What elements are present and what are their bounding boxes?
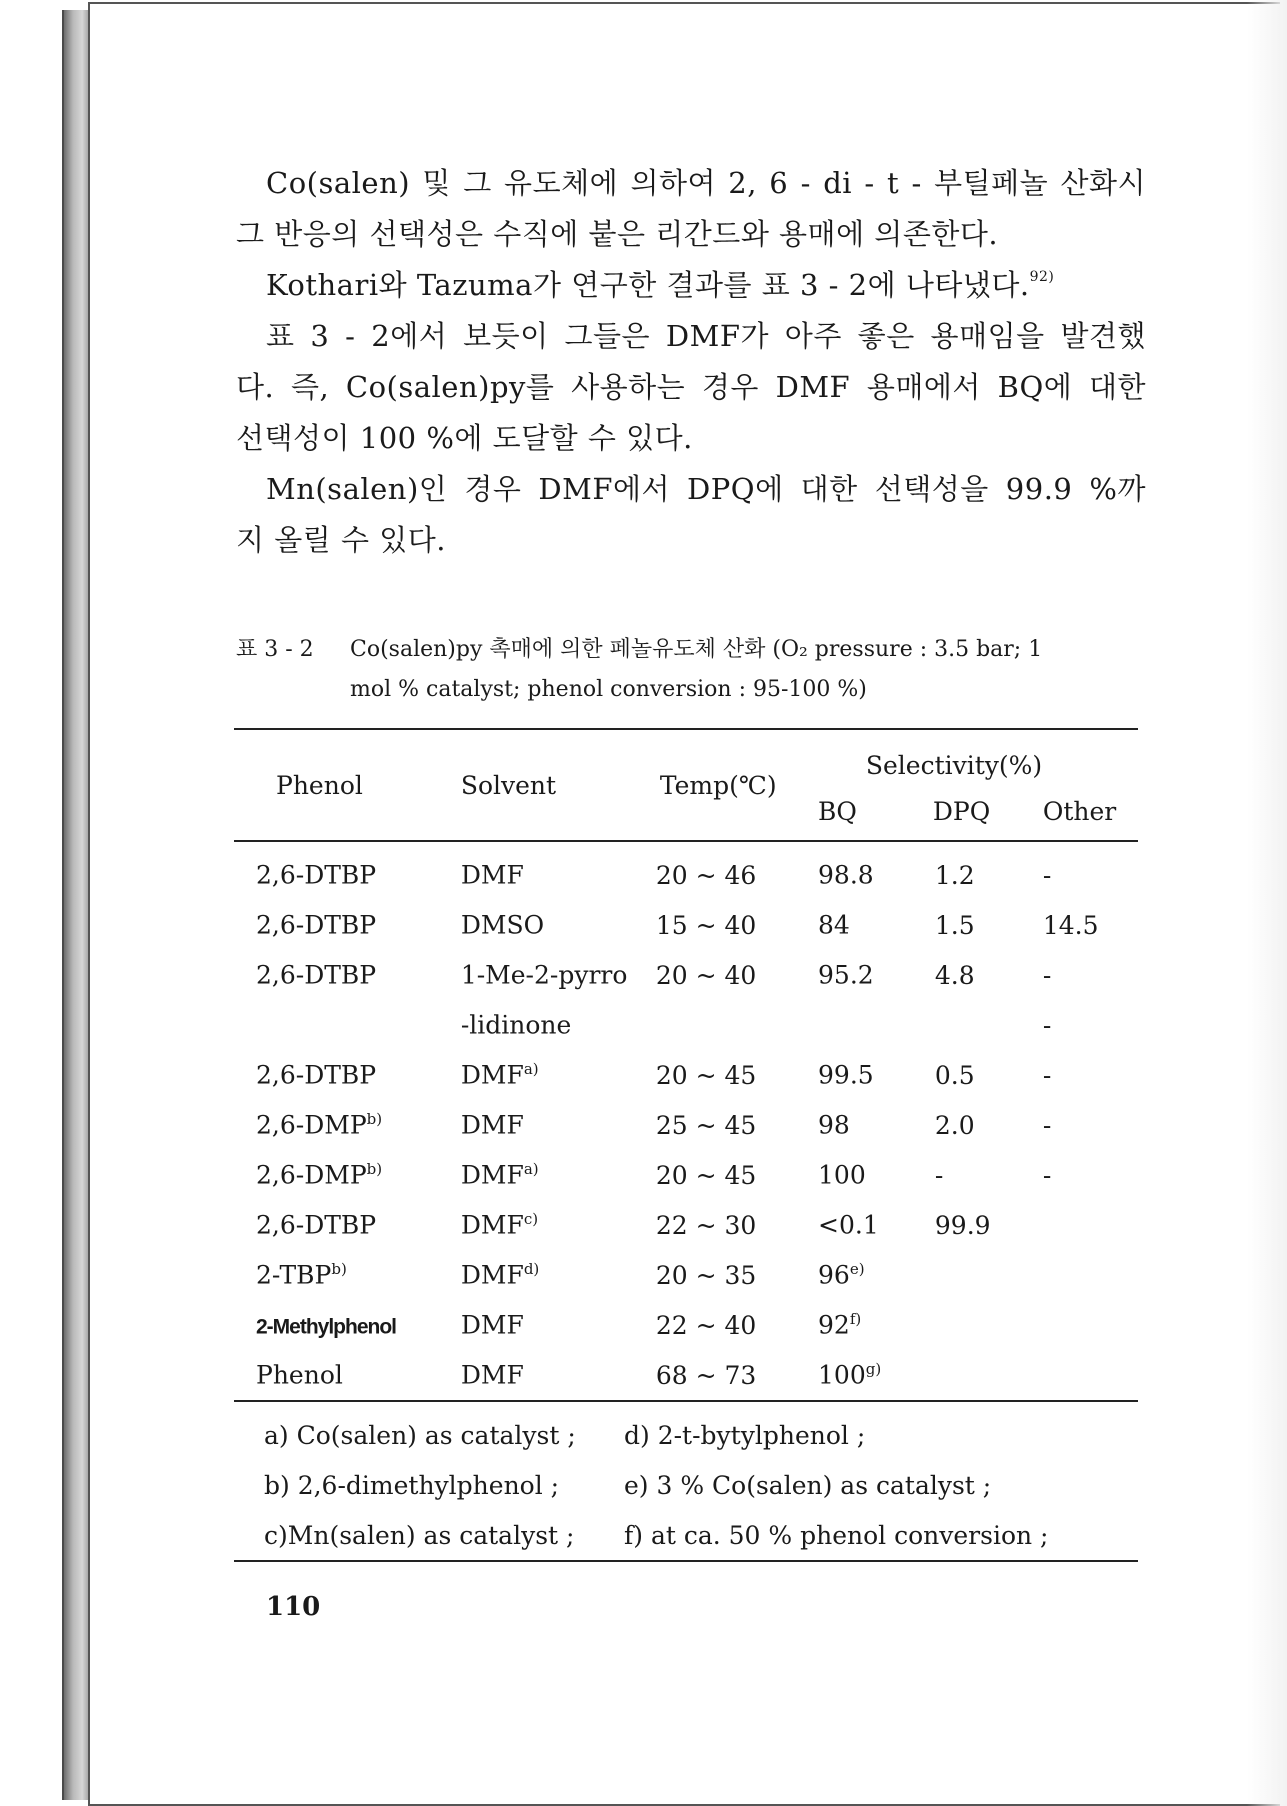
cell-other-text: -: [1042, 860, 1052, 890]
cell-solvent-footnote: c): [523, 1210, 539, 1229]
cell-bq: [810, 900, 927, 950]
cell-temp: [648, 1100, 810, 1150]
cell-solvent-text: 1-Me-2-pyrro: [460, 960, 628, 990]
cell-solvent-footnote: a): [523, 1060, 539, 1079]
cell-other-text: -: [1042, 960, 1052, 990]
cell-temp-text: 15 ~ 40: [655, 910, 757, 940]
cell-dpq-text: 99.9: [934, 1210, 991, 1240]
cell-bq-text: 98.8: [818, 860, 874, 890]
table-caption-label: 표 3 - 2: [236, 637, 314, 662]
cell-bq-text: 98: [818, 1110, 850, 1140]
cell-solvent-text: DMF: [460, 1110, 524, 1140]
cell-phenol-text: 2,6-DTBP: [256, 910, 377, 940]
cell-temp-text: 68 ~ 73: [655, 1360, 757, 1390]
table-note-left: c)Mn(salen) as catalyst ;: [234, 1510, 624, 1561]
cell-temp: [648, 1350, 810, 1401]
cell-phenol: [234, 1050, 453, 1100]
table-note-row: [234, 1402, 1138, 1460]
cell-solvent-text: -lidinone: [460, 1010, 572, 1040]
cell-temp: [648, 950, 810, 1000]
cell-bq-text: <0.1: [818, 1210, 879, 1240]
cell-other-text: -: [1042, 1160, 1052, 1190]
cell-phenol: [234, 1300, 453, 1350]
cell-other: [1043, 1300, 1138, 1350]
cell-phenol-text: Phenol: [256, 1360, 343, 1390]
cell-solvent: [453, 1200, 648, 1250]
cell-other: [1043, 900, 1138, 950]
cell-dpq-text: 0.5: [934, 1060, 975, 1090]
cell-bq-text: 96: [818, 1260, 850, 1290]
selectivity-table: [234, 728, 1138, 1402]
cell-phenol: [234, 1250, 453, 1300]
page-number: 110: [266, 1592, 321, 1622]
cell-phenol: [234, 841, 453, 900]
cell-bq-text: 95.2: [818, 960, 874, 990]
cell-temp-text: 20 ~ 35: [655, 1260, 757, 1290]
table-notes: [234, 1402, 1138, 1562]
header-other: Other: [1043, 788, 1138, 841]
cell-phenol: [234, 900, 453, 950]
table-row: [234, 1350, 1138, 1401]
table-note-right: f) at ca. 50 % phenol conversion ;: [624, 1510, 1138, 1561]
cell-dpq: [927, 1050, 1043, 1100]
table-note-row: [234, 1460, 1138, 1510]
cell-phenol: [234, 1200, 453, 1250]
paragraph-1-line-2: 그 반응의 선택성은 수직에 붙은 리간드와 용매에 의존한다.: [236, 217, 999, 251]
cell-dpq-text: 1.5: [934, 910, 975, 940]
cell-bq: [810, 1050, 927, 1100]
cell-bq: [810, 1200, 927, 1250]
cell-bq-text: 84: [818, 910, 850, 940]
paragraph-1-line-1: Co(salen) 및 그 유도체에 의하여 2, 6 - di - t - 부틸페놀 산화시: [266, 166, 1146, 200]
paragraph-4-line-2: 지 올릴 수 있다.: [236, 523, 446, 557]
cell-solvent: [453, 1150, 648, 1200]
cell-phenol-text: 2,6-DMP: [256, 1160, 367, 1190]
cell-phenol-footnote: b): [331, 1260, 347, 1279]
cell-dpq: [927, 1350, 1043, 1401]
cell-solvent-text: DMF: [460, 1060, 524, 1090]
cell-bq: [810, 1100, 927, 1150]
table-note-left: a) Co(salen) as catalyst ;: [264, 1420, 576, 1450]
cell-dpq: [927, 1200, 1043, 1250]
table-row: [234, 1000, 1138, 1050]
cell-temp: [648, 900, 810, 950]
cell-solvent: [453, 950, 648, 1000]
table-row: [234, 1150, 1138, 1200]
cell-solvent: [453, 1000, 648, 1050]
cell-bq-text: 92: [818, 1310, 850, 1340]
table-body: [234, 841, 1138, 1401]
cell-solvent: [453, 1350, 648, 1401]
cell-dpq: [927, 1100, 1043, 1150]
header-temp: Temp(℃): [648, 729, 810, 841]
cell-solvent: [453, 900, 648, 950]
cell-other: [1043, 1250, 1138, 1300]
reference-superscript: 92): [1029, 269, 1055, 285]
cell-dpq: [927, 950, 1043, 1000]
table-row: [234, 1200, 1138, 1250]
cell-other: [1043, 841, 1138, 900]
header-dpq: DPQ: [927, 788, 1043, 841]
cell-solvent: [453, 1300, 648, 1350]
cell-other-text: -: [1042, 1010, 1052, 1040]
cell-temp-text: 20 ~ 40: [655, 960, 757, 990]
table-header-row-1: [234, 729, 1138, 788]
cell-bq-footnote: f): [849, 1310, 862, 1329]
cell-solvent-text: DMSO: [460, 910, 545, 940]
table-note-row: [234, 1510, 1138, 1561]
table-row: [234, 1100, 1138, 1150]
cell-bq-text: 100: [818, 1360, 866, 1390]
table-row: [234, 950, 1138, 1000]
cell-bq: [810, 1250, 927, 1300]
cell-phenol-text: 2-Methylphenol: [256, 1315, 397, 1339]
cell-other: [1043, 1100, 1138, 1150]
table-note-right: e) 3 % Co(salen) as catalyst ;: [624, 1470, 992, 1500]
paragraph-3-line-1: 표 3 - 2에서 보듯이 그들은 DMF가 아주 좋은 용매임을 발견했: [266, 319, 1146, 353]
cell-other: [1043, 950, 1138, 1000]
cell-solvent-text: DMF: [460, 1310, 524, 1340]
cell-bq-footnote: g): [865, 1360, 882, 1379]
table-caption-line-1: Co(salen)py 촉매에 의한 페놀유도체 산화 (O₂ pressure : 3.5 bar; 1: [350, 637, 1043, 662]
cell-temp: [648, 1150, 810, 1200]
table-row: [234, 1050, 1138, 1100]
cell-phenol-text: 2,6-DTBP: [256, 860, 377, 890]
cell-phenol-footnote: b): [366, 1110, 383, 1129]
table-note-right: d) 2-t-bytylphenol ;: [624, 1420, 866, 1450]
cell-dpq-text: -: [934, 1160, 944, 1190]
cell-temp: [648, 1050, 810, 1100]
cell-bq: [810, 950, 927, 1000]
cell-bq: [810, 1150, 927, 1200]
header-bq: BQ: [810, 788, 927, 841]
cell-bq-text: 99.5: [818, 1060, 874, 1090]
cell-dpq: [927, 1000, 1043, 1050]
cell-other: [1043, 1050, 1138, 1100]
cell-phenol-footnote: b): [366, 1160, 383, 1179]
cell-dpq-text: 4.8: [934, 960, 975, 990]
cell-solvent-text: DMF: [460, 1360, 524, 1390]
cell-phenol-text: 2-TBP: [256, 1260, 332, 1290]
cell-bq: [810, 1300, 927, 1350]
cell-solvent-text: DMF: [460, 1160, 524, 1190]
cell-bq: [810, 1000, 927, 1050]
cell-temp: [648, 1300, 810, 1350]
table-caption: [236, 630, 1146, 710]
cell-phenol: [234, 950, 453, 1000]
table-row: [234, 841, 1138, 900]
cell-bq: [810, 841, 927, 900]
cell-dpq: [927, 900, 1043, 950]
cell-temp-text: 20 ~ 45: [655, 1060, 757, 1090]
cell-solvent-text: DMF: [460, 1210, 524, 1240]
cell-solvent-footnote: a): [523, 1160, 539, 1179]
cell-other-text: -: [1042, 1060, 1052, 1090]
cell-temp-text: 22 ~ 40: [655, 1310, 757, 1340]
cell-temp-text: 20 ~ 46: [655, 860, 757, 890]
page-edge-shadow: [1247, 0, 1287, 1806]
cell-dpq: [927, 841, 1043, 900]
cell-phenol-text: 2,6-DTBP: [256, 1210, 377, 1240]
cell-dpq: [927, 1250, 1043, 1300]
cell-phenol-text: 2,6-DTBP: [256, 1060, 377, 1090]
cell-dpq: [927, 1300, 1043, 1350]
paragraph-2-text: Kothari와 Tazuma가 연구한 결과를 표 3 - 2에 나타냈다.: [266, 268, 1030, 302]
header-solvent: Solvent: [453, 729, 648, 841]
cell-bq-footnote: e): [849, 1260, 865, 1279]
cell-temp: [648, 1250, 810, 1300]
cell-phenol: [234, 1350, 453, 1401]
table-note-left: b) 2,6-dimethylphenol ;: [264, 1470, 560, 1500]
selectivity-table-wrap: [234, 728, 1138, 1562]
cell-phenol-text: 2,6-DTBP: [256, 960, 377, 990]
header-phenol: Phenol: [234, 729, 453, 841]
cell-solvent-text: DMF: [460, 860, 524, 890]
cell-phenol: [234, 1000, 453, 1050]
cell-dpq-text: 1.2: [934, 860, 975, 890]
cell-dpq: [927, 1150, 1043, 1200]
cell-solvent: [453, 841, 648, 900]
cell-phenol-text: 2,6-DMP: [256, 1110, 367, 1140]
cell-temp: [648, 841, 810, 900]
paragraph-4-line-1: Mn(salen)인 경우 DMF에서 DPQ에 대한 선택성을 99.9 %까: [266, 472, 1146, 506]
table-row: [234, 900, 1138, 950]
paragraph-2: [236, 260, 1146, 311]
book-spine-shadow: [62, 10, 90, 1800]
cell-phenol: [234, 1100, 453, 1150]
cell-other-text: -: [1042, 1110, 1052, 1140]
cell-temp-text: 20 ~ 45: [655, 1160, 757, 1190]
paragraph-3-line-3: 선택성이 100 %에 도달할 수 있다.: [236, 421, 693, 455]
cell-temp: [648, 1000, 810, 1050]
table-row: [234, 1250, 1138, 1300]
cell-temp: [648, 1200, 810, 1250]
cell-other: [1043, 1200, 1138, 1250]
cell-bq: [810, 1350, 927, 1401]
cell-solvent-text: DMF: [460, 1260, 524, 1290]
cell-solvent: [453, 1100, 648, 1150]
cell-temp-text: 22 ~ 30: [655, 1210, 757, 1240]
table-row: [234, 1300, 1138, 1350]
table-caption-line-2: mol % catalyst; phenol conversion : 95-100 %): [350, 677, 867, 702]
cell-other: [1043, 1350, 1138, 1401]
cell-solvent-footnote: d): [523, 1260, 540, 1279]
cell-other-text: 14.5: [1042, 910, 1099, 940]
cell-other: [1043, 1150, 1138, 1200]
body-text: [236, 158, 1146, 566]
cell-bq-text: 100: [818, 1160, 866, 1190]
cell-phenol: [234, 1150, 453, 1200]
cell-solvent: [453, 1250, 648, 1300]
header-selectivity: Selectivity(%): [810, 729, 1138, 788]
cell-solvent: [453, 1050, 648, 1100]
cell-other: [1043, 1000, 1138, 1050]
paragraph-3-line-2: 다. 즉, Co(salen)py를 사용하는 경우 DMF 용매에서 BQ에 대한: [236, 370, 1146, 404]
cell-dpq-text: 2.0: [934, 1110, 975, 1140]
cell-temp-text: 25 ~ 45: [655, 1110, 757, 1140]
